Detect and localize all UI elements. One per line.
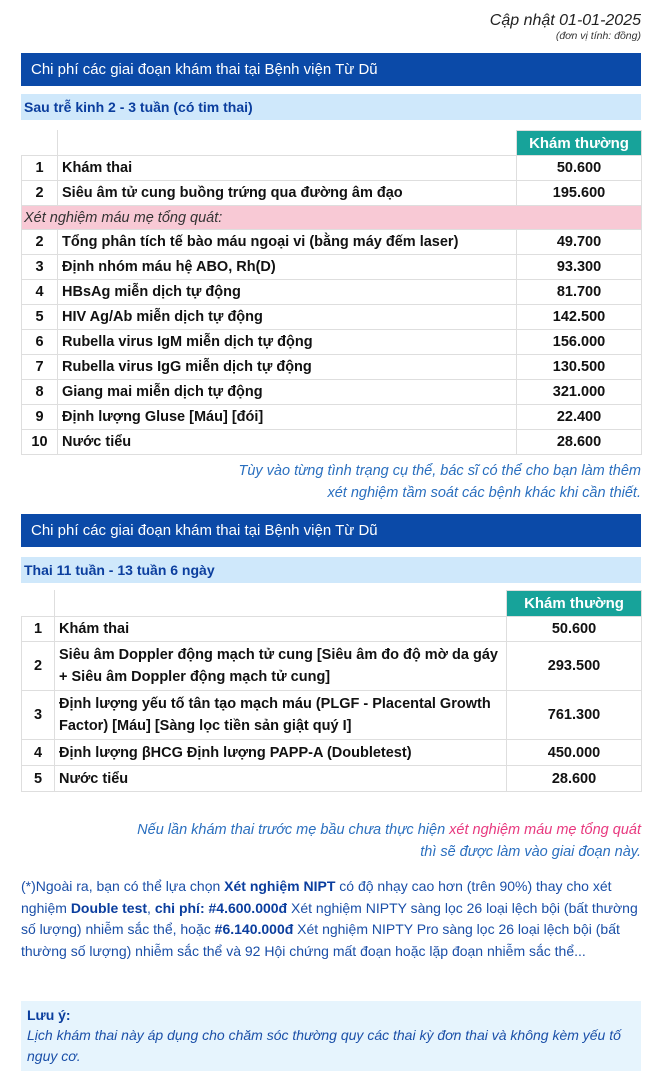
row-number: 4 [22, 280, 58, 305]
row-number: 4 [22, 740, 55, 766]
service-name: Khám thai [55, 617, 507, 642]
table-row [22, 330, 642, 355]
service-name: Giang mai miễn dịch tự động [58, 380, 517, 405]
nipt-text: Xét nghiệm NIPTY Pro sàng lọc 26 loại lệch bội (bất thường số lượng) nhiễm sắc thể và 92 Hội chứng mất đoạn hoặc lặp đoạn nhiễm sắc thể... [21, 921, 620, 959]
table-header-row [22, 591, 642, 617]
nipt-highlight: chi phí: #4.600.000đ [154, 899, 288, 916]
service-price: 195.600 [517, 181, 642, 206]
service-name: Rubella virus IgM miễn dịch tự động [58, 330, 517, 355]
service-price: 321.000 [517, 380, 642, 405]
service-name: Khám thai [58, 156, 517, 181]
group-label-row [22, 206, 642, 230]
section2-tip [81, 819, 641, 863]
table-row [22, 405, 642, 430]
column-header: Khám thường [507, 591, 642, 617]
service-name: Tổng phân tích tế bào máu ngoại vi (bằng máy đếm laser) [58, 230, 517, 255]
tip-line: thì sẽ được làm vào giai đoạn này. [420, 844, 641, 860]
table-row [22, 280, 642, 305]
service-price: 142.500 [517, 305, 642, 330]
section2-table [21, 590, 642, 792]
table-row [22, 181, 642, 206]
row-number: 6 [22, 330, 58, 355]
update-info [490, 11, 641, 42]
service-name: Định lượng βHCG Định lượng PAPP-A (Doubletest) [55, 740, 507, 766]
tip-line: xét nghiệm tầm soát các bệnh khác khi cần thiết. [327, 485, 641, 501]
column-header: Khám thường [517, 131, 642, 156]
section1-table [21, 130, 642, 455]
nipt-highlight: Xét nghiệm NIPT [224, 878, 336, 894]
service-price: 93.300 [517, 255, 642, 280]
section1-stage: Sau trễ kinh 2 - 3 tuần (có tim thai) [21, 94, 641, 120]
row-number: 3 [22, 255, 58, 280]
table-row [22, 642, 642, 691]
table-row [22, 691, 642, 740]
service-price: 22.400 [517, 405, 642, 430]
row-number: 2 [22, 230, 58, 255]
row-number: 9 [22, 405, 58, 430]
table-row [22, 430, 642, 455]
update-date: Cập nhật 01-01-2025 [489, 12, 641, 29]
row-number: 5 [22, 766, 55, 792]
table-row [22, 305, 642, 330]
service-name: Siêu âm tử cung buồng trứng qua đường âm đạo [58, 181, 517, 206]
table-row [22, 617, 642, 642]
table-row [22, 380, 642, 405]
nipt-highlight: #6.140.000đ [214, 921, 294, 937]
nipt-text: , [147, 899, 155, 916]
table-header-row [22, 131, 642, 156]
service-name: Nước tiểu [58, 430, 517, 455]
service-name: HBsAg miễn dịch tự động [58, 280, 517, 305]
service-name: HIV Ag/Ab miễn dịch tự động [58, 305, 517, 330]
nipt-text: có độ nhạy cao hơn (trên 90%) thay cho xét nghiệm [21, 878, 612, 916]
row-number: 1 [22, 617, 55, 642]
row-number: 5 [22, 305, 58, 330]
row-number: 2 [22, 181, 58, 206]
table-row [22, 255, 642, 280]
tip-highlight: xét nghiệm máu mẹ tổng quát [449, 822, 641, 838]
service-price: 49.700 [517, 230, 642, 255]
row-number: 8 [22, 380, 58, 405]
table-row [22, 156, 642, 181]
tip-line: Tùy vào từng tình trạng cụ thể, bác sĩ có thể cho bạn làm thêm [238, 463, 641, 479]
nipt-info [21, 876, 641, 962]
service-price: 130.500 [517, 355, 642, 380]
nipt-text: (*)Ngoài ra, bạn có thể lựa chọn [21, 878, 225, 894]
table-row [22, 740, 642, 766]
service-price: 50.600 [517, 156, 642, 181]
table-row [22, 230, 642, 255]
note-box [21, 1001, 641, 1071]
currency-unit: (đơn vị tính: đồng) [555, 30, 641, 42]
section2-title: Chi phí các giai đoạn khám thai tại Bệnh viện Từ Dũ [21, 514, 641, 547]
service-price: 761.300 [507, 691, 642, 740]
service-price: 50.600 [507, 617, 642, 642]
service-name: Rubella virus IgG miễn dịch tự động [58, 355, 517, 380]
table-row [22, 766, 642, 792]
service-name: Định lượng Gluse [Máu] [đói] [58, 405, 517, 430]
service-name: Nước tiểu [55, 766, 507, 792]
service-price: 293.500 [507, 642, 642, 691]
row-number: 10 [22, 430, 58, 455]
nipt-highlight: Double test [70, 899, 148, 916]
service-price: 28.600 [507, 766, 642, 792]
row-number: 7 [22, 355, 58, 380]
note-title: Lưu ý: [27, 1007, 71, 1023]
section1-tip [81, 460, 641, 504]
service-name: Siêu âm Doppler động mạch tử cung [Siêu âm đo độ mờ da gáy + Siêu âm Doppler động mạch tử cung] [55, 642, 507, 691]
row-number: 1 [22, 156, 58, 181]
service-price: 28.600 [517, 430, 642, 455]
nipt-text: Xét nghiệm NIPTY sàng lọc 26 loại lệch bội (bất thường số lượng) nhiễm sắc thể, hoặc [21, 899, 638, 937]
note-text: Lịch khám thai này áp dụng cho chăm sóc thường quy các thai kỳ đơn thai và không kèm yếu tố nguy cơ. [27, 1027, 621, 1064]
service-name: Định nhóm máu hệ ABO, Rh(D) [58, 255, 517, 280]
section2-stage: Thai 11 tuần - 13 tuần 6 ngày [21, 557, 641, 583]
service-price: 450.000 [507, 740, 642, 766]
service-price: 81.700 [517, 280, 642, 305]
group-label: Xét nghiệm máu mẹ tổng quát: [22, 206, 642, 230]
row-number: 2 [22, 642, 55, 691]
section1-title: Chi phí các giai đoạn khám thai tại Bệnh viện Từ Dũ [21, 53, 641, 86]
service-price: 156.000 [517, 330, 642, 355]
row-number: 3 [22, 691, 55, 740]
table-row [22, 355, 642, 380]
service-name: Định lượng yếu tố tân tạo mạch máu (PLGF - Placental Growth Factor) [Máu] [Sàng lọc tiền sản giật quý I] [55, 691, 507, 740]
tip-text: Nếu lần khám thai trước mẹ bầu chưa thực hiện [137, 822, 450, 838]
